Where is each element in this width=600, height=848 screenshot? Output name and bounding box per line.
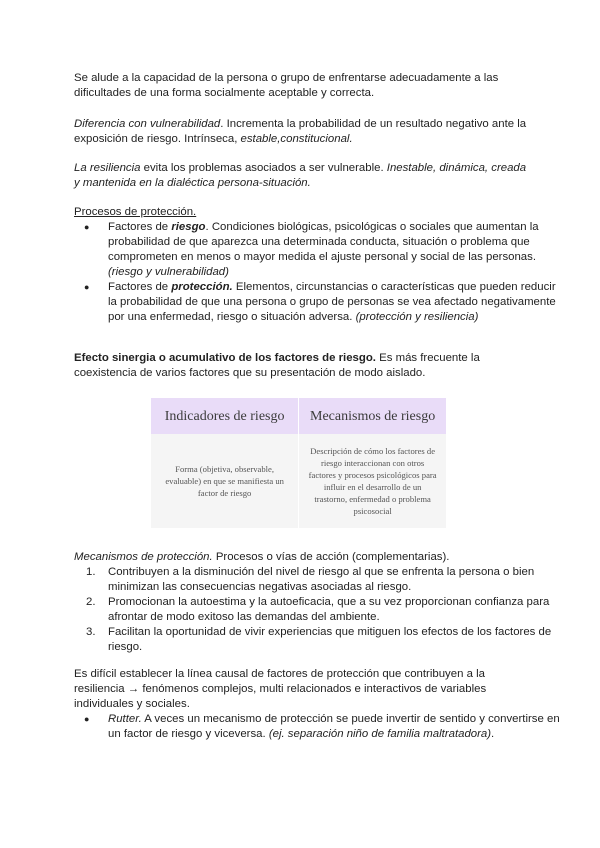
sinergia-heading: Efecto sinergia o acumulativo de los factores de riesgo. xyxy=(74,352,376,364)
item-pre: Factores de xyxy=(108,281,172,293)
tail-resiliencia: Inestable, dinámica, creada y mantenida en la dialéctica persona-situación. xyxy=(74,162,527,189)
item-text: . Condiciones biológicas, psicológicas o sociales que aumentan la probabilidad de que aparezca una determinada conducta, situación o problema que comprometen en menos o mayor medida el ajuste personal y social de las personas. xyxy=(108,221,539,263)
paragraph-sinergia xyxy=(74,351,530,381)
item-text: Facilitan la oportunidad de vivir experiencias que mitiguen los efectos de los factores de riesgo. xyxy=(108,626,552,653)
item-number: 3. xyxy=(86,626,96,638)
term-vulnerabilidad: Diferencia con vulnerabilidad xyxy=(74,118,221,130)
paragraph-resiliencia xyxy=(74,161,530,191)
term-mecanismos: Mecanismos de protección. xyxy=(74,551,213,563)
paragraph-mecanismos xyxy=(74,550,530,565)
list-item-rutter xyxy=(108,712,564,742)
header-mecanismos: Mecanismos de riesgo xyxy=(299,398,447,434)
item-pre: Factores de xyxy=(108,221,172,233)
list-rutter xyxy=(74,712,564,742)
item-text: Promocionan la autoestima y la autoeficacia, que a su vez proporcionan confianza para afrontar de modo exitoso las demandas del ambiente. xyxy=(108,596,550,623)
text-resiliencia: evita los problemas asociados a ser vulnerable. xyxy=(140,162,387,174)
risk-table xyxy=(151,398,447,528)
item-number: 2. xyxy=(86,596,96,608)
item-text: Elementos, circunstancias o características que pueden reducir la probabilidad de que una persona o grupo de personas se vea afectado negativamente por una enfermedad, riesgo o situación adversa. xyxy=(108,281,556,323)
item-end: . xyxy=(491,728,495,740)
list-item xyxy=(86,625,564,655)
list-procesos xyxy=(74,220,564,325)
tail-vulnerabilidad: estable,constitucional. xyxy=(240,133,353,145)
item-text: A veces un mecanismo de protección se puede invertir de sentido y convertirse en un factor de riesgo y viceversa. xyxy=(108,713,560,740)
paragraph-intro: Se alude a la capacidad de la persona o grupo de enfrentarse adecuadamente a las dificultades de una forma socialmente aceptable y correcta. xyxy=(74,72,499,99)
list-item-proteccion xyxy=(108,280,564,325)
term-proteccion: protección. xyxy=(171,281,233,293)
text-mecanismos: Procesos o vías de acción (complementarias). xyxy=(212,551,450,563)
list-mecanismos xyxy=(74,565,564,655)
list-item xyxy=(86,595,564,625)
list-item xyxy=(86,565,564,595)
sinergia-text: Es más frecuente la coexistencia de varios factores que su presentación de modo aislado. xyxy=(74,352,480,379)
item-text: Contribuyen a la disminución del nivel de riesgo al que se enfrenta la persona o bien minimizan las consecuencias negativas asociadas al riesgo. xyxy=(108,566,535,593)
item-number: 1. xyxy=(86,566,96,578)
item-note: (riesgo y vulnerabilidad) xyxy=(108,266,229,278)
paragraph-final: Es difícil establecer la línea causal de factores de protección que contribuyen a la resiliencia → fenómenos complejos, multi relacionados e interactivos de variables individuales y sociales. xyxy=(74,668,487,710)
text-vulnerabilidad: . Incrementa la probabilidad de un resultado negativo ante la exposición de riesgo. Intrínseca, xyxy=(74,118,527,145)
term-resiliencia: La resiliencia xyxy=(74,162,141,174)
header-indicadores: Indicadores de riesgo xyxy=(151,398,299,434)
term-rutter: Rutter. xyxy=(108,713,142,725)
term-riesgo: riesgo xyxy=(171,221,206,233)
cell-mecanismos: Descripción de cómo los factores de riesgo interaccionan con otros factores y procesos psicológicos para influir en el desarrollo de un trastorno, enfermedad o problema psicosocial xyxy=(299,434,447,528)
paragraph-vulnerabilidad xyxy=(74,117,530,147)
item-note: (protección y resiliencia) xyxy=(355,311,479,323)
item-note: (ej. separación niño de familia maltratadora) xyxy=(268,728,492,740)
list-item-riesgo xyxy=(108,220,564,280)
heading-procesos: Procesos de protección. xyxy=(74,206,197,218)
cell-indicadores: Forma (objetiva, observable, evaluable) en que se manifiesta un factor de riesgo xyxy=(151,434,299,528)
